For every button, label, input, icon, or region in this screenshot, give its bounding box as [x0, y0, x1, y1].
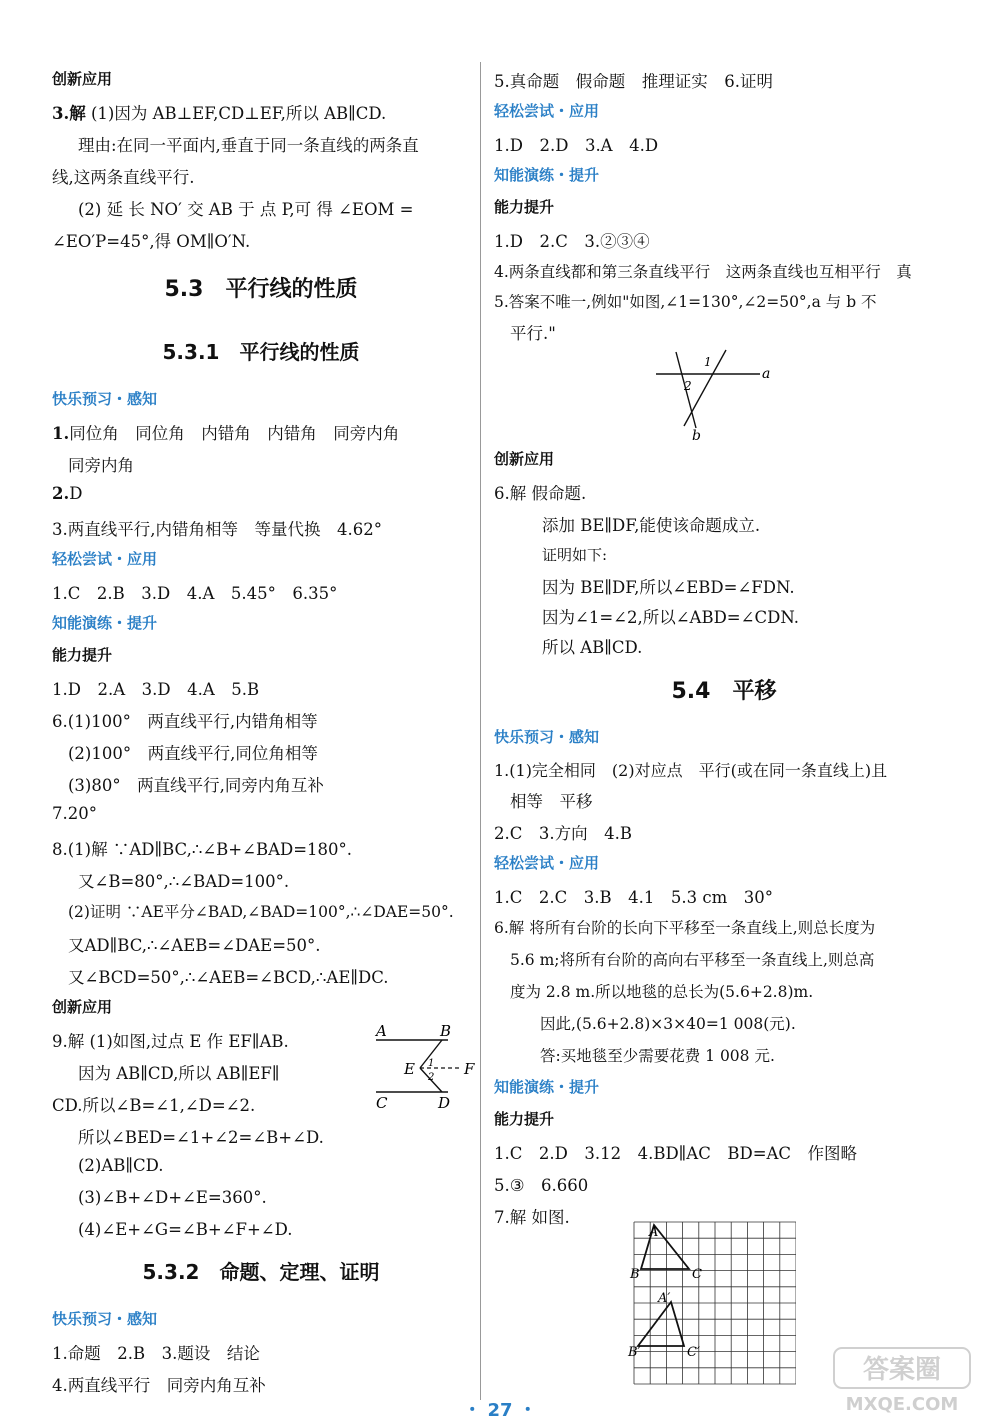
- answer-line: (3)∠B+∠D+∠E=360°.: [78, 1188, 267, 1207]
- angle-label: 2: [428, 1072, 435, 1083]
- answer-line: 6.解 将所有台阶的长向下平移至一条直线上,则总长度为: [494, 919, 876, 937]
- answer-line: 又∠B=80°,∴∠BAD=100°.: [78, 872, 290, 891]
- section-label: 创新应用: [52, 70, 113, 88]
- answer-line: 所以 AB∥CD.: [542, 638, 643, 657]
- point-label: E: [404, 1060, 415, 1078]
- answer-line: 1.C 2.B 3.D 4.A 5.45° 6.35°: [52, 584, 338, 603]
- angle-label: 1: [704, 355, 712, 369]
- answer-line: CD.所以∠B=∠1,∠D=∠2.: [52, 1096, 256, 1115]
- answer-line: (3)80° 两直线平行,同旁内角互补: [68, 776, 324, 795]
- answer-line: (2)100° 两直线平行,同位角相等: [68, 744, 318, 763]
- answer-line: 3.两直线平行,内错角相等 等量代换 4.62°: [52, 520, 382, 539]
- answer-line: [52, 484, 82, 503]
- section-label: 创新应用: [52, 998, 113, 1016]
- section-heading: 5.4 平移: [671, 679, 777, 704]
- parallel-lines-figure: [370, 1024, 480, 1108]
- answer-line: 1.(1)完全相同 (2)对应点 平行(或在同一条直线上)且: [494, 761, 888, 780]
- answer-line: (4)∠E+∠G=∠B+∠F+∠D.: [78, 1220, 293, 1239]
- answer-line: 7.20°: [52, 804, 97, 823]
- answer-line: 2.C 3.方向 4.B: [494, 824, 632, 843]
- block-label: 快乐预习・感知: [52, 1310, 158, 1328]
- answer-text: D: [69, 484, 83, 503]
- answer-line: 5.6 m;将所有台阶的高向右平移至一条直线上,则总高: [510, 951, 875, 969]
- answer-line: 所以∠BED=∠1+∠2=∠B+∠D.: [78, 1128, 324, 1147]
- answer-line: 1.命题 2.B 3.题设 结论: [52, 1344, 260, 1363]
- answer-line: 5.③ 6.660: [494, 1176, 589, 1195]
- block-label: 轻松尝试・应用: [494, 854, 600, 872]
- answer-line: 答:买地毯至少需要花费 1 008 元.: [540, 1047, 775, 1065]
- answer-line: 8.(1)解 ∵AD∥BC,∴∠B+∠BAD=180°.: [52, 840, 353, 859]
- section-label: 创新应用: [494, 450, 555, 468]
- answer-line: 1.C 2.D 3.12 4.BD∥AC BD=AC 作图略: [494, 1144, 858, 1163]
- svg-text:答案圈: 答案圈: [862, 1355, 942, 1385]
- subsection-heading: 5.3.1 平行线的性质: [162, 340, 360, 364]
- angle-label: 2: [684, 379, 692, 393]
- answer-line: [52, 100, 386, 124]
- answer-line: 1.D 2.C 3.②③④: [494, 232, 650, 251]
- svg-text:MXQE.COM: MXQE.COM: [845, 1394, 959, 1415]
- line-label: a: [762, 366, 771, 382]
- answer-line: (2)证明 ∵AE平分∠BAD,∠BAD=100°,∴∠DAE=50°.: [68, 903, 454, 921]
- answer-line: 5.真命题 假命题 推理证实 6.证明: [494, 72, 773, 91]
- answer-line: 度为 2.8 m.所以地毯的总长为(5.6+2.8)m.: [510, 983, 814, 1001]
- intersecting-lines-figure: [654, 348, 774, 440]
- angle-label: 1: [428, 1058, 435, 1069]
- answer-line: [52, 420, 399, 444]
- answer-line: 平行.": [510, 324, 556, 343]
- answer-line: 又∠BCD=50°,∴∠AEB=∠BCD,∴AE∥DC.: [68, 968, 389, 987]
- answer-line: 9.解 (1)如图,过点 E 作 EF∥AB.: [52, 1032, 289, 1051]
- answer-line: 添加 BE∥DF,能使该命题成立.: [542, 516, 761, 535]
- point-label: D: [438, 1094, 451, 1108]
- point-label: B: [630, 1267, 640, 1282]
- section-label: 能力提升: [494, 1110, 555, 1128]
- answer-line: 6.解 假命题.: [494, 484, 587, 503]
- point-label: C′: [687, 1345, 700, 1360]
- answer-line: 又AD∥BC,∴∠AEB=∠DAE=50°.: [68, 936, 321, 955]
- point-label: A′: [658, 1291, 671, 1306]
- answer-line: 4.两直线平行 同旁内角互补: [52, 1376, 266, 1395]
- answer-line: 6.(1)100° 两直线平行,内错角相等: [52, 712, 318, 731]
- point-label: C: [692, 1267, 702, 1282]
- answer-line: 1.D 2.A 3.D 4.A 5.B: [52, 680, 260, 699]
- answer-text: 同位角 同位角 内错角 内错角 同旁内角: [69, 424, 400, 443]
- item-number: 3.解: [52, 104, 86, 123]
- line-label: b: [692, 428, 701, 440]
- point-label: B′: [628, 1345, 641, 1360]
- subsection-heading: 5.3.2 命题、定理、证明: [142, 1260, 380, 1284]
- answer-line: 因此,(5.6+2.8)×3×40=1 008(元).: [540, 1015, 796, 1033]
- point-label: C: [376, 1094, 388, 1108]
- answer-line: 5.答案不唯一,例如"如图,∠1=130°,∠2=50°,a 与 b 不: [494, 293, 877, 311]
- section-label: 能力提升: [52, 646, 113, 664]
- answer-line: 线,这两条直线平行.: [52, 168, 195, 187]
- column-divider: [480, 62, 481, 1400]
- section-label: 能力提升: [494, 198, 555, 216]
- block-label: 轻松尝试・应用: [494, 102, 600, 120]
- answer-line: 4.两条直线都和第三条直线平行 这两条直线也互相平行 真: [494, 263, 912, 281]
- block-label: 知能演练・提升: [52, 614, 158, 632]
- section-heading: 5.3 平行线的性质: [164, 277, 358, 302]
- item-number: 1.: [52, 424, 70, 443]
- answer-line: 因为 BE∥DF,所以∠EBD=∠FDN.: [542, 578, 795, 597]
- answer-line: 7.解 如图.: [494, 1208, 570, 1227]
- point-label: B: [440, 1024, 452, 1040]
- page-number: ・ 27 ・: [463, 1400, 537, 1421]
- block-label: 知能演练・提升: [494, 1078, 600, 1096]
- watermark-logo: [832, 1346, 972, 1418]
- block-label: 快乐预习・感知: [494, 728, 600, 746]
- answer-line: (2) 延 长 NO′ 交 AB 于 点 P,可 得 ∠EOM =: [78, 200, 414, 219]
- answer-line: 理由:在同一平面内,垂直于同一条直线的两条直: [78, 136, 419, 155]
- block-label: 快乐预习・感知: [52, 390, 158, 408]
- answer-line: 因为 AB∥CD,所以 AB∥EF∥: [78, 1064, 280, 1083]
- answer-line: 相等 平移: [510, 792, 593, 811]
- answer-line: (2)AB∥CD.: [78, 1156, 164, 1175]
- triangle-abc-prime: [638, 1302, 684, 1346]
- answer-line: ∠EO′P=45°,得 OM∥O′N.: [52, 232, 251, 251]
- point-label: A: [376, 1024, 387, 1040]
- answer-line: 证明如下:: [542, 546, 608, 564]
- answer-line: 同旁内角: [68, 456, 134, 475]
- point-label: A: [649, 1225, 659, 1240]
- block-label: 知能演练・提升: [494, 166, 600, 184]
- block-label: 轻松尝试・应用: [52, 550, 158, 568]
- point-label: F: [464, 1060, 475, 1078]
- translation-grid-figure: [624, 1218, 796, 1394]
- answer-text: (1)因为 AB⊥EF,CD⊥EF,所以 AB∥CD.: [85, 104, 387, 123]
- answer-line: 因为∠1=∠2,所以∠ABD=∠CDN.: [542, 608, 799, 627]
- item-number: 2.: [52, 484, 70, 503]
- answer-line: 1.C 2.C 3.B 4.1 5.3 cm 30°: [494, 888, 773, 907]
- answer-line: 1.D 2.D 3.A 4.D: [494, 136, 659, 155]
